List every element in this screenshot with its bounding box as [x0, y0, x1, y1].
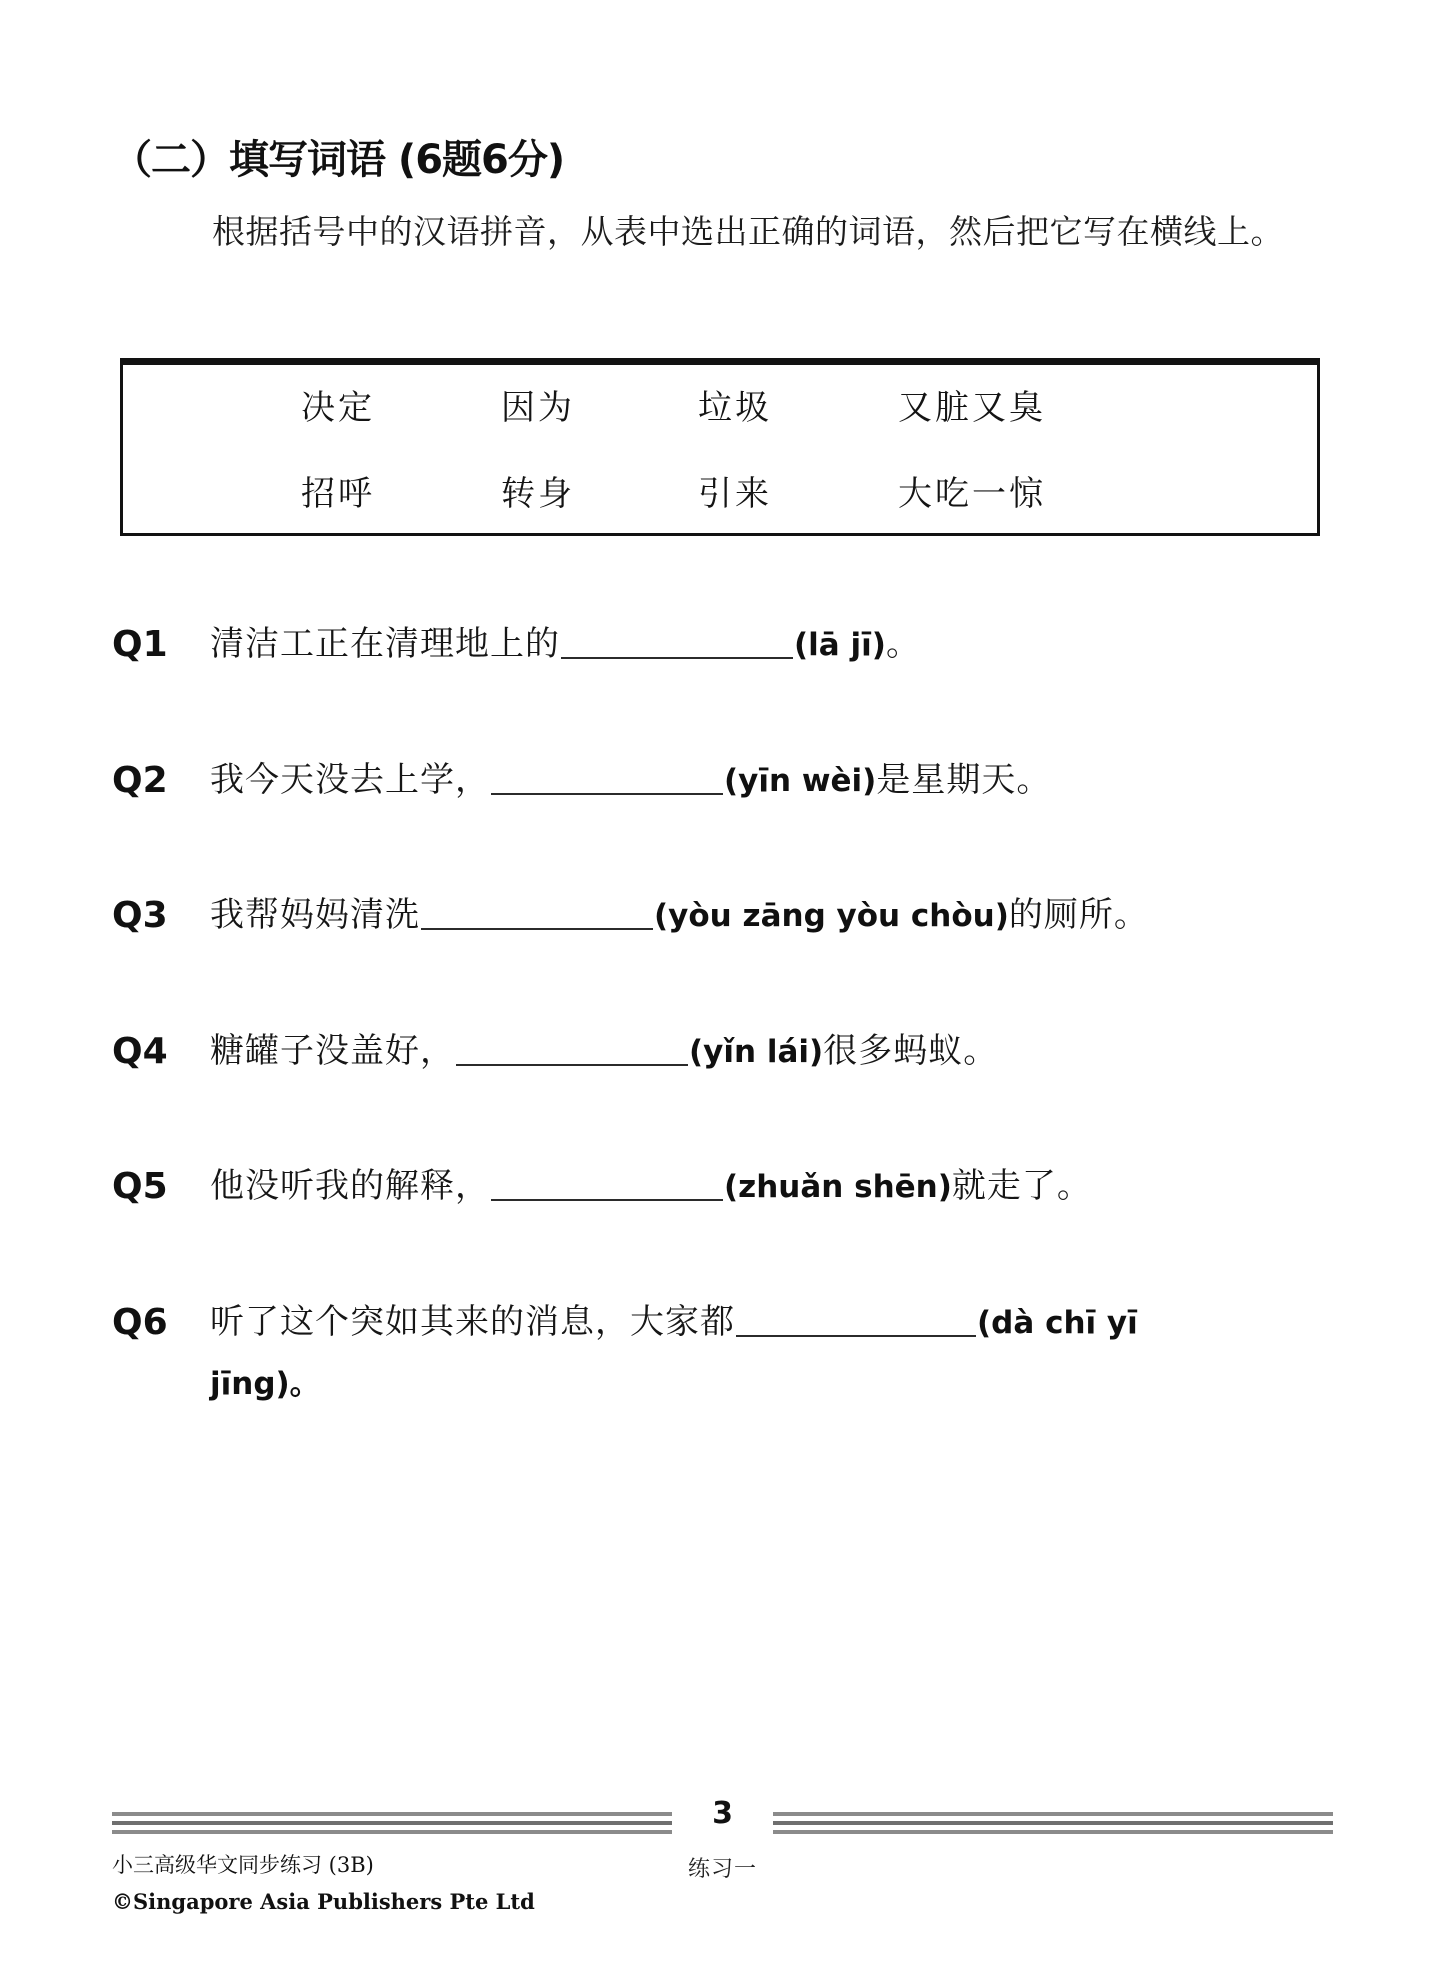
word-bank-item: 招呼	[301, 473, 375, 514]
word-bank-item: 引来	[698, 473, 772, 514]
answer-blank[interactable]	[456, 1064, 688, 1066]
question-item	[112, 756, 1327, 806]
answer-blank[interactable]	[491, 1199, 723, 1201]
word-bank-item: 因为	[501, 387, 575, 428]
question-label: Q6	[112, 1301, 168, 1343]
answer-blank[interactable]	[736, 1335, 976, 1337]
pinyin-hint: (yǐn lái)	[689, 1033, 824, 1070]
imprint	[112, 1848, 535, 1919]
question-item	[112, 891, 1327, 941]
word-bank-item: 垃圾	[698, 387, 772, 428]
word-bank-box	[120, 358, 1320, 536]
question-body	[210, 1162, 1327, 1211]
question-label: Q4	[112, 1030, 168, 1072]
question-item	[112, 1298, 1327, 1403]
pinyin-hint: (zhuǎn shēn)	[724, 1169, 952, 1206]
question-text-after: 就走了。	[951, 1166, 1092, 1207]
answer-blank[interactable]	[491, 793, 723, 795]
word-bank-item: 转身	[501, 473, 575, 514]
imprint-copyright: ©Singapore Asia Publishers Pte Ltd	[112, 1888, 535, 1914]
question-body	[210, 891, 1327, 940]
question-text-before: 糖罐子没盖好，	[210, 1030, 455, 1071]
word-bank-item: 又脏又臭	[898, 387, 1046, 428]
question-label: Q5	[112, 1166, 168, 1208]
word-bank-item: 大吃一惊	[898, 473, 1046, 514]
section-heading: （二）填写词语 (6题6分)	[112, 137, 565, 183]
question-text-before: 我今天没去上学，	[210, 759, 490, 800]
pinyin-hint: (dà chī yī	[977, 1304, 1138, 1341]
instruction-text: 根据括号中的汉语拼音，从表中选出正确的词语，然后把它写在横线上。	[212, 212, 1284, 251]
word-bank-item: 决定	[301, 387, 375, 428]
question-label: Q1	[112, 624, 168, 665]
imprint-title: 小三高级华文同步练习 (3B)	[112, 1853, 374, 1877]
question-item	[112, 620, 1327, 670]
pinyin-hint: (yīn wèi)	[724, 762, 877, 799]
question-label: Q2	[112, 759, 168, 801]
question-label: Q3	[112, 895, 168, 937]
question-body	[210, 620, 1327, 669]
question-body	[210, 1298, 1327, 1347]
question-body	[210, 1027, 1327, 1076]
page-number: 3	[712, 1796, 733, 1831]
word-bank-row	[123, 361, 1317, 447]
page-footer	[0, 1790, 1445, 1940]
exercise-label: 练习一	[687, 1857, 757, 1882]
question-text-after: 很多蚂蚁。	[823, 1030, 999, 1071]
pinyin-hint: (yòu zāng yòu chòu)	[654, 898, 1009, 935]
question-body	[210, 756, 1327, 805]
question-text-after: 。	[885, 624, 921, 664]
question-text-after: 的厕所。	[1008, 895, 1149, 936]
question-list	[112, 620, 1327, 1489]
answer-blank[interactable]	[421, 928, 653, 930]
word-bank-row	[123, 447, 1317, 533]
question-text-before: 我帮妈妈清洗	[210, 895, 420, 936]
question-text-before: 清洁工正在清理地上的	[210, 624, 560, 664]
question-item	[112, 1162, 1327, 1212]
question-text-before: 他没听我的解释，	[210, 1166, 490, 1207]
question-text-after: 是星期天。	[876, 759, 1052, 800]
question-text-before: 听了这个突如其来的消息，大家都	[210, 1301, 735, 1342]
answer-blank[interactable]	[561, 657, 793, 659]
pinyin-hint-wrap: jīng)。	[210, 1365, 321, 1402]
pinyin-hint: (lā jī)	[794, 627, 886, 663]
question-item	[112, 1027, 1327, 1077]
